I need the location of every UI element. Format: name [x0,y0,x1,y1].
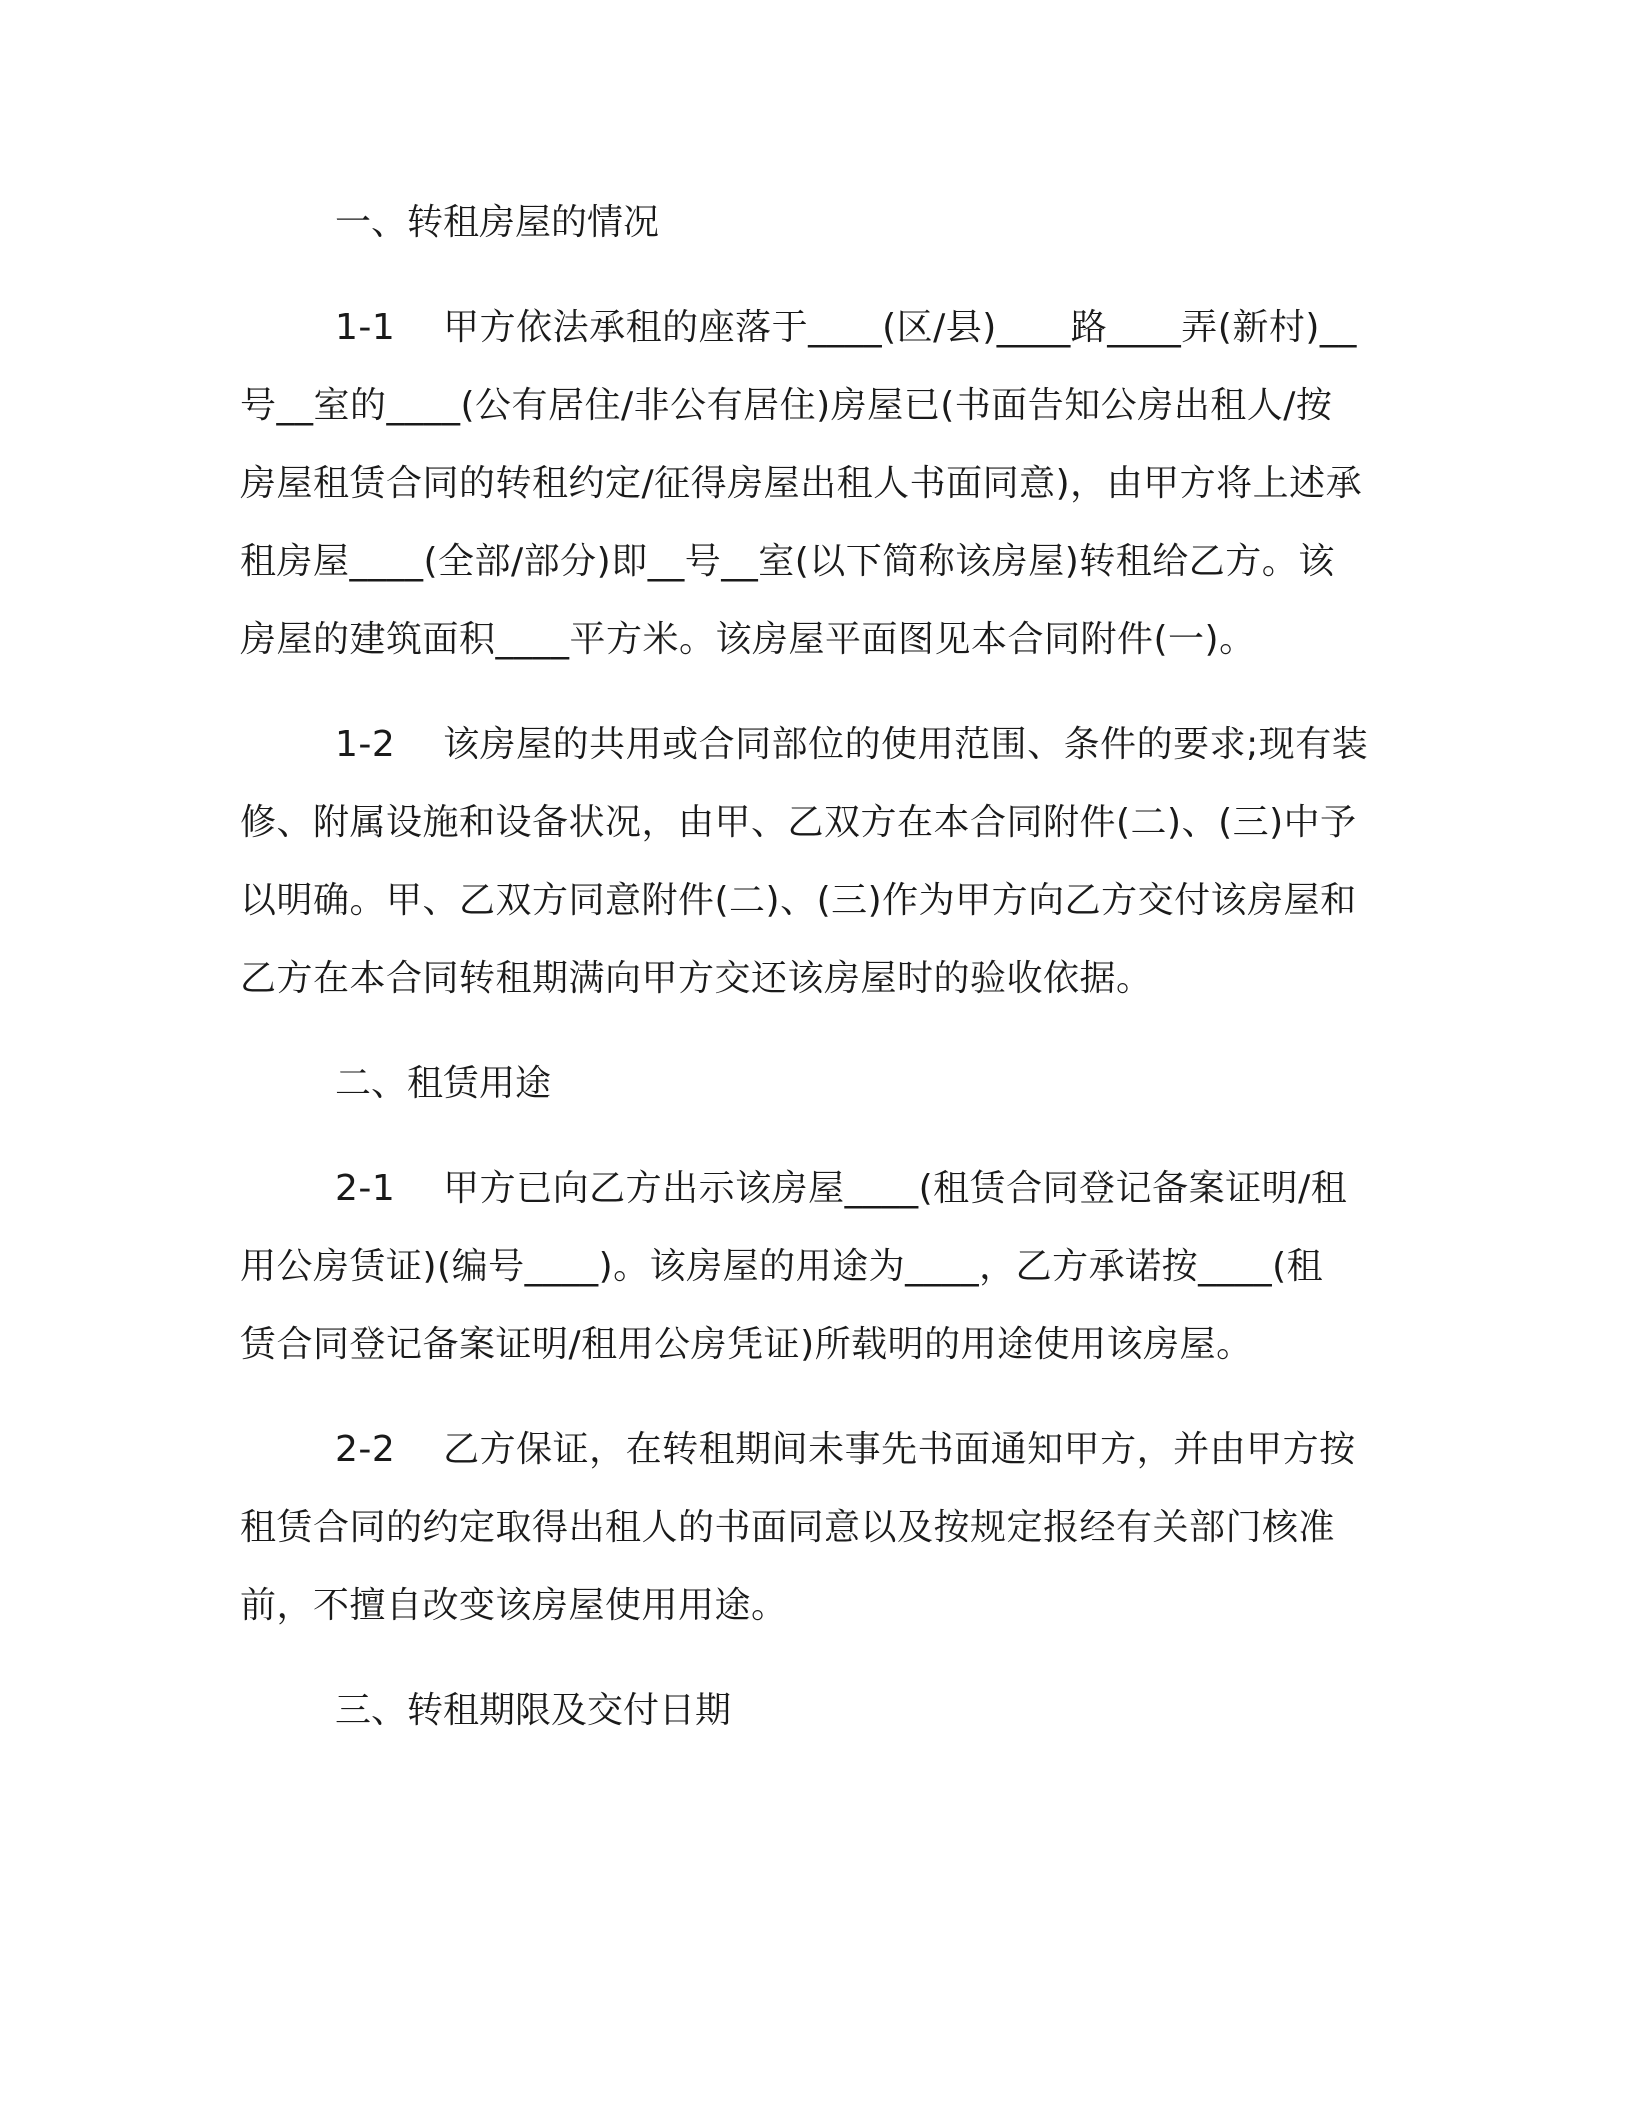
section-heading: 一、转租房屋的情况 [335,202,660,243]
paragraph-line: 房屋租赁合同的转租约定/征得房屋出租人书面同意)，由甲方将上述承 [240,463,1363,504]
document-body [240,184,1390,1750]
paragraph-line: 赁合同登记备案证明/租用公房凭证)所载明的用途使用该房屋。 [240,1324,1253,1365]
section-heading: 三、转租期限及交付日期 [335,1690,732,1731]
paragraph-line: 2-2 乙方保证，在转租期间未事先书面通知甲方，并由甲方按 [335,1429,1356,1470]
paragraph-line: 2-1 甲方已向乙方出示该房屋____(租赁合同登记备案证明/租 [335,1168,1348,1209]
paragraph-line: 号__室的____(公有居住/非公有居住)房屋已(书面告知公房出租人/按 [240,385,1333,426]
paragraph [240,1150,1390,1384]
paragraph [240,1411,1390,1645]
paragraph-line: 1-1 甲方依法承租的座落于____(区/县)____路____弄(新村)__ [335,307,1357,348]
paragraph-line: 修、附属设施和设备状况，由甲、乙双方在本合同附件(二)、(三)中予 [240,802,1357,843]
section-heading: 二、租赁用途 [335,1063,552,1104]
paragraph-line: 租房屋____(全部/部分)即__号__室(以下简称该房屋)转租给乙方。该 [240,541,1335,582]
paragraph-line: 房屋的建筑面积____平方米。该房屋平面图见本合同附件(一)。 [240,619,1256,660]
paragraph-line: 1-2 该房屋的共用或合同部位的使用范围、条件的要求;现有装 [335,724,1369,765]
paragraph [240,289,1390,679]
paragraph-line: 以明确。甲、乙双方同意附件(二)、(三)作为甲方向乙方交付该房屋和 [240,880,1357,921]
paragraph-line: 前，不擅自改变该房屋使用用途。 [240,1585,788,1626]
paragraph-line: 租赁合同的约定取得出租人的书面同意以及按规定报经有关部门核准 [240,1507,1336,1548]
paragraph [240,706,1390,1018]
paragraph-line: 用公房赁证)(编号____)。该房屋的用途为____，乙方承诺按____(租 [240,1246,1324,1287]
paragraph-line: 乙方在本合同转租期满向甲方交还该房屋时的验收依据。 [240,958,1153,999]
